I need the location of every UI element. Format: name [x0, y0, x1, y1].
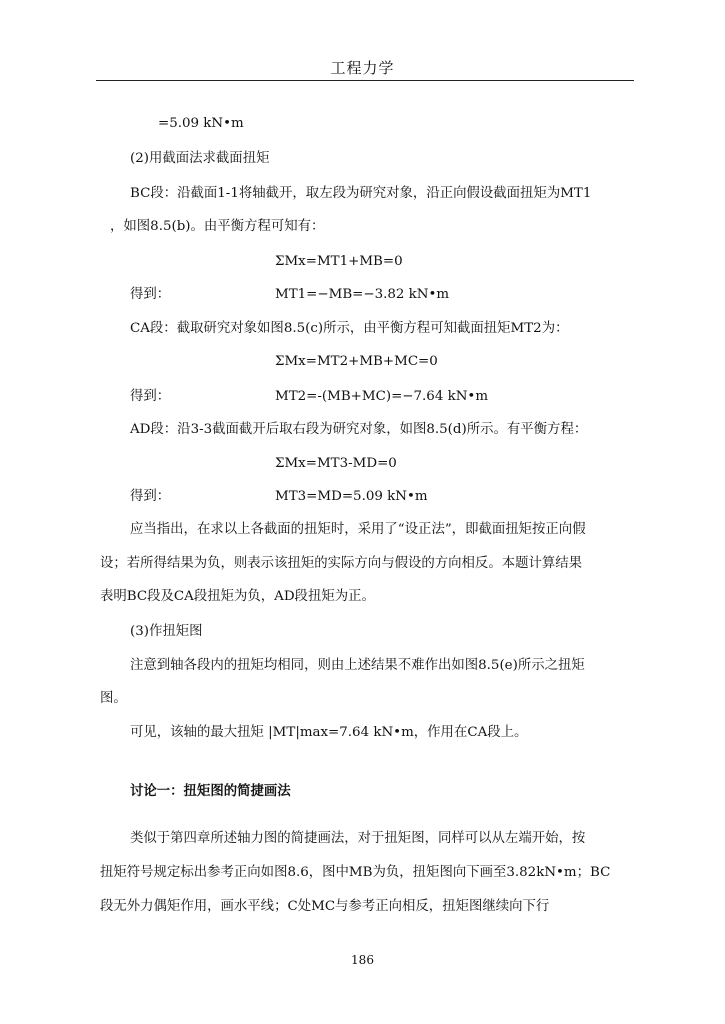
equation: MT3=MD=5.09 kN•m: [275, 489, 428, 504]
text-line: ，如图8.5(b)。由平衡方程可知有：: [110, 219, 325, 234]
section-heading: (2)用截面法求截面扭矩: [130, 151, 270, 166]
text-line: 得到：: [130, 389, 171, 404]
page-number: 186: [351, 953, 374, 967]
section-heading: (3)作扭矩图: [130, 624, 203, 639]
text-line: 应当指出，在求以上各截面的扭矩时，采用了“设正法”，即截面扭矩按正向假: [130, 522, 586, 537]
discussion-heading: 讨论一：扭矩图的简捷画法: [130, 783, 291, 799]
text-line: 扭矩符号规定标出参考正向如图8.6，图中MB为负，扭矩图向下画至3.82kN•m；BC: [100, 865, 611, 880]
text-line: AD段：沿3-3截面截开后取右段为研究对象，如图8.5(d)所示。有平衡方程：: [130, 422, 588, 437]
text-line: 类似于第四章所述轴力图的简捷画法，对于扭矩图，同样可以从左端开始，按: [130, 831, 586, 846]
running-header: 工程力学: [330, 59, 395, 77]
text-line: 可见，该轴的最大扭矩 |MT|max=7.64 kN•m，作用在CA段上。: [130, 725, 528, 740]
text-line: =5.09 kN•m: [158, 116, 244, 131]
text-line: 得到：: [130, 287, 171, 302]
equation: MT1=−MB=−3.82 kN•m: [275, 287, 450, 302]
equation: ΣMx=MT3-MD=0: [275, 456, 397, 471]
text-line: 段无外力偶矩作用，画水平线；C处MC与参考正向相反，扭矩图继续向下行: [100, 899, 550, 914]
text-line: 设；若所得结果为负，则表示该扭矩的实际方向与假设的方向相反。本题计算结果: [100, 556, 583, 571]
equation: MT2=-(MB+MC)=−7.64 kN•m: [275, 389, 489, 404]
equation: ΣMx=MT2+MB+MC=0: [275, 354, 438, 369]
text-line: 注意到轴各段内的扭矩均相同，则由上述结果不难作出如图8.5(e)所示之扭矩: [130, 658, 585, 673]
text-line: 图。: [100, 691, 127, 706]
text-line: BC段：沿截面1-1将轴截开，取左段为研究对象，沿正向假设截面扭矩为MT1: [130, 186, 592, 201]
equation: ΣMx=MT1+MB=0: [275, 254, 403, 269]
header-rule: [96, 80, 634, 81]
text-line: CA段：截取研究对象如图8.5(c)所示，由平衡方程可知截面扭矩MT2为：: [130, 321, 569, 336]
text-line: 得到：: [130, 489, 171, 504]
text-line: 表明BC段及CA段扭矩为负，AD段扭矩为正。: [100, 589, 375, 604]
